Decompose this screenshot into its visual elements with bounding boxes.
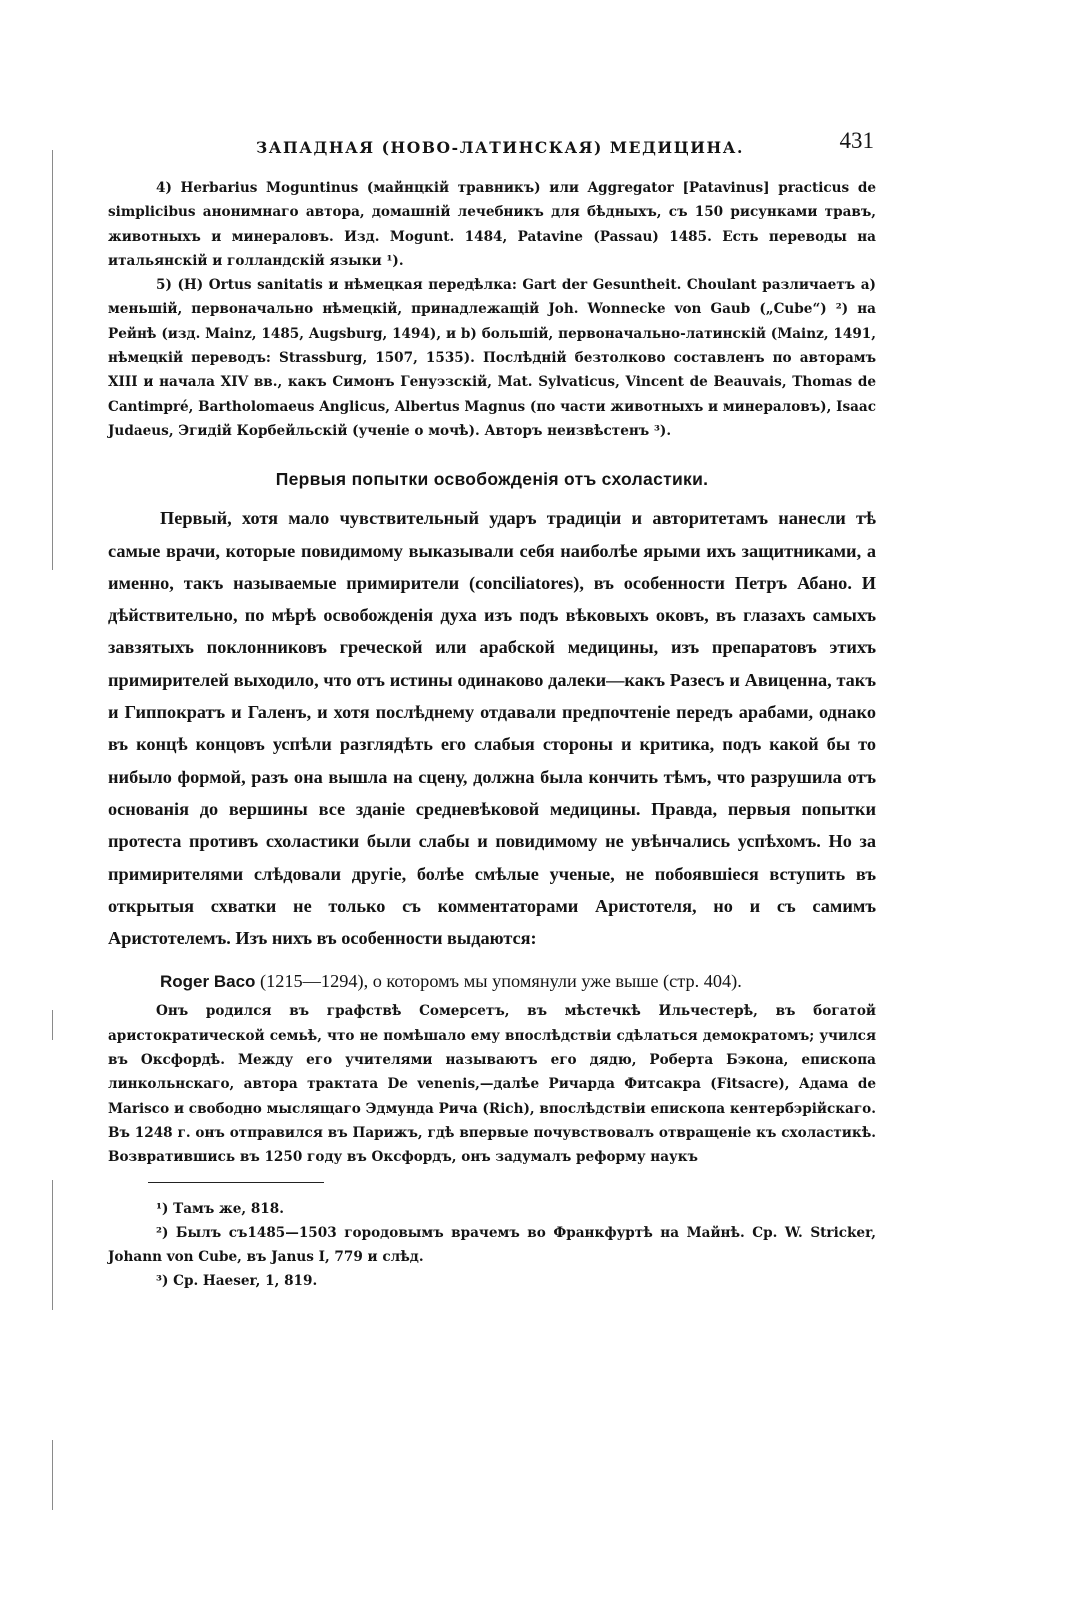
footnote-rule [148,1182,324,1183]
section-title: Первыя попытки освобожденія отъ схоластики. [275,469,709,490]
footnote-3: ³) Ср. Haeser, 1, 819. [156,1272,318,1289]
running-head: ЗАПАДНАЯ (НОВО-ЛАТИНСКАЯ) МЕДИЦИНА. [256,138,744,157]
page-number: 431 [839,128,874,153]
entry-ortus-sanitatis: 5) (H) Ortus sanitatis и нѣмецкая передѣлка: Gart der Gesuntheit. Choulant различаетъ a) меньшій, первоначально нѣмецкій, принадлежащій Joh. Wonnecke von Gaub („Cube“) ²) на Рейнѣ (изд. Mainz, 1485, Augsburg, 1494), и b) большій, первоначально-латинскій (Mainz, 1491, нѣмецкій переводъ: Strassburg, 1507, 1535). Послѣдній безтолково составленъ по авторамъ XIII и начала XIV вв., какъ Симонъ Генуэзскій, Mat. Sylvaticus, Vincent de Beauvais, Thomas de Cantimpré, Bartholomaeus Anglicus, Albertus Magnus (по части животныхъ и минераловъ), Isaac Judaeus, Эгидій Корбейльскій (ученіе о мочѣ). Авторъ неизвѣстенъ ³). [108,277,876,439]
footnote-1: ¹) Тамъ же, 818. [156,1200,284,1217]
bacon-details: Онъ родился въ графствѣ Сомерсетъ, въ мѣстечкѣ Ильчестерѣ, въ богатой аристократической семьѣ, что не помѣшало ему впослѣдствіи сдѣлаться демократомъ; учился въ Оксфордѣ. Между его учителями называютъ его дядю, Роберта Бэкона, епископа линкольнскаго, автора трактата De venenis,—далѣе Ричарда Фитсакра (Fitsacre), Адама de Marisco и свободно мыслящаго Эдмунда Рича (Rich), впослѣдствіи епископа кентербэрійскаго. Въ 1248 г. онъ отправился въ Парижъ, гдѣ впервые почувствовалъ отвращеніе къ схоластикѣ. Возвратившись въ 1250 году въ Оксфордъ, онъ задумалъ реформу наукъ [108,1003,876,1166]
page-edge-line [52,1440,53,1510]
page [108,128,876,1293]
page-header [108,128,876,158]
page-edge-line [52,150,53,570]
main-paragraph: Первый, хотя мало чувствительный ударъ традиціи и авторитетамъ нанесли тѣ самые врачи, которые повидимому выказывали себя наиболѣе ярыми ихъ защитниками, а именно, такъ называемые примирители (conciliatores), въ особенности Петръ Абано. И дѣйствительно, по мѣрѣ освобожденія духа изъ подъ вѣковыхъ оковъ, въ глазахъ самыхъ завзятыхъ поклонниковъ греческой или арабской медицины, изъ препаратовъ этихъ примирителей выходило, что отъ истины одинаково далеки—какъ Разесъ и Авиценна, такъ и Гиппократъ и Галенъ, и хотя послѣднему отдавали предпочтеніе передъ арабами, однако въ концѣ концовъ успѣли разглядѣть его слабыя стороны и критика, подъ какой бы то нибыло формой, разъ она вышла на сцену, должна была кончить тѣмъ, что разрушила отъ основанія до вершины все зданіе средневѣковой медицины. Правда, первыя попытки протеста противъ схоластики были слабы и повидимому не увѣнчались успѣхомъ. Но за примирителями слѣдовали другіе, болѣе смѣлые ученые, не побоявшіеся вступить въ открытыя схватки не только съ комментаторами Аристотеля, но и съ самимъ Аристотелемъ. Изъ нихъ въ особенности выдаются: [108,508,876,949]
bacon-lead-text: (1215—1294), о которомъ мы упомянули уже выше (стр. 404). [260,971,742,992]
bacon-lead [108,966,876,997]
entry-herbarius: 4) Herbarius Moguntinus (майнцкій травникъ) или Aggregator [Patavinus] practicus de simplicibus анонимнаго автора, домашній лечебникъ для бѣдныхъ, съ 150 рисунками травъ, животныхъ и минераловъ. Изд. Mogunt. 1484, Patavine (Passau) 1485. Есть переводы на итальянскій и голландскій языки ¹). [108,180,876,269]
footnote-2: ²) Былъ съ1485—1503 городовымъ врачемъ во Франкфуртѣ на Майнѣ. Ср. W. Stricker, Johann von Cube, въ Janus I, 779 и слѣд. [108,1224,876,1265]
page-edge-line [52,1010,53,1040]
bacon-name: Roger Baco [160,972,256,992]
page-edge-line [52,1180,53,1310]
